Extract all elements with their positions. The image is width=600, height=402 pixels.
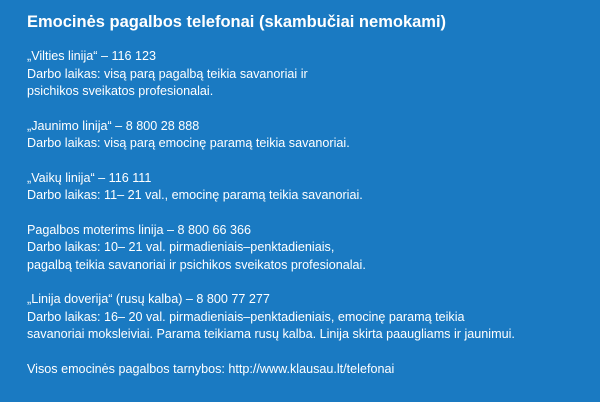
helpline-hours: Darbo laikas: 11– 21 val., emocinę paramą teikia savanoriai. xyxy=(27,188,363,202)
helpline-heading: „Vaikų linija“ – 116 111 xyxy=(27,170,152,185)
helpline-entry-vilties xyxy=(27,48,580,101)
helpline-description: psichikos sveikatos profesionalai. xyxy=(27,84,214,98)
helpline-heading: „Linija doverija“ (rusų kalba) – 8 800 77 277 xyxy=(27,292,270,306)
helpline-description: savanoriai moksleiviai. Parama teikiama rusų kalba. Linija skirta paaugliams ir jaunimui. xyxy=(27,327,515,341)
helpline-hours: Darbo laikas: visą parą pagalbą teikia savanoriai ir xyxy=(27,66,308,81)
helpline-heading: „Vilties linija“ – 116 123 xyxy=(27,49,157,63)
helpline-entry-vaiku xyxy=(27,170,580,205)
helpline-description: pagalbą teikia savanoriai ir psichikos sveikatos profesionalai. xyxy=(27,257,366,272)
helpline-hours: Darbo laikas: 10– 21 val. pirmadieniais–penktadieniais, xyxy=(27,240,335,254)
helpline-hours: Darbo laikas: visą parą emocinę paramą teikia savanoriai. xyxy=(27,136,350,150)
helpline-heading: Pagalbos moterims linija – 8 800 66 366 xyxy=(27,222,252,237)
all-services-link-text: Visos emocinės pagalbos tarnybos: http://www.klausau.lt/telefonai xyxy=(27,361,395,376)
helpline-entry-moterims xyxy=(27,222,580,275)
helpline-entry-doverija xyxy=(27,291,580,344)
panel-title: Emocinės pagalbos telefonai (skambučiai nemokami) xyxy=(27,13,447,31)
helpline-heading: „Jaunimo linija“ – 8 800 28 888 xyxy=(27,118,200,133)
helpline-hours: Darbo laikas: 16– 20 val. pirmadieniais–penktadieniais, emocinę paramą teikia xyxy=(27,309,465,324)
helpline-entry-jaunimo xyxy=(27,118,580,153)
